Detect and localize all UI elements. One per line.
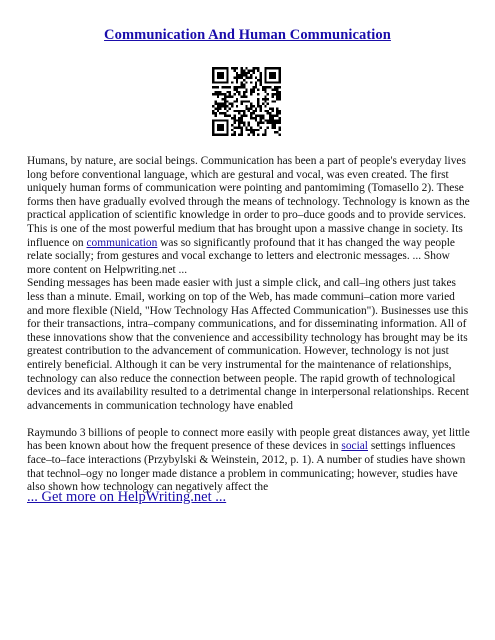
get-more-link[interactable]: ... Get more on HelpWriting.net ... xyxy=(27,489,227,505)
paragraph-3 xyxy=(27,427,470,495)
paragraph-2: Sending messages has been made easier with just a simple click, and call–ing others just takes less than a minute. Email, working on top of the Web, has made communi–cation more varied and more flexible (Nield, "How Technology Has Affected Communication"). Businesses use this for their transactions, intra–company communications, and for disseminating information. All of these innovations show that the convenience and accessibility technology has brought may be its greatest contribution to the advancement of communication. However, technology is not just entirely beneficial. Although it can be very instrumental for the maintenance of relationships, technology can also reduce the connection between people. The rapid growth of technological devices and its availability resulted to a detrimental change in interpersonal relationships. Recent advancements in communication technology have enabled xyxy=(27,277,469,412)
paragraph-1-text-a: Humans, by nature, are social beings. Communication has been a part of people's everyday lives long before conventional language, which are gestural and vocal, was even created. The first uniquely human forms of communication were pointing and pantomiming (Tomasello 2). These forms then have gradually evolved through the means of technology. Technology is known as the practical application of scientific knowledge in order to pro–duce goods and to provide services. This is one of the most powerful medium that has brought upon a massive change in society. Its influence on xyxy=(27,155,470,249)
document-body xyxy=(27,155,470,495)
paragraph-1 xyxy=(27,155,470,277)
communication-link[interactable]: communication xyxy=(86,236,158,249)
paragraph-1-text-b: was so significantly profound that it has changed the way people relate socially; from gestures and vocal exchange to letters and electronic messages. ... Show more content on Helpwriting.net ... xyxy=(27,236,455,276)
paragraph-3-text-a: Raymundo 3 billions of people to connect more easily with people great distances away, yet little has been known about how the frequent presence of these devices in xyxy=(27,426,470,453)
document-title-link[interactable]: Communication And Human Communication xyxy=(104,27,391,43)
paragraph-3-text-b: settings influences face–to–face interactions (Przybylski & Weinstein, 2012, p. 1). A number of studies have shown that technol–ogy no longer made distance a problem in communicating; however, studies have also shown how technology can negatively affect the xyxy=(27,440,466,494)
qr-code-icon xyxy=(212,67,281,136)
social-link[interactable]: social xyxy=(341,440,368,453)
